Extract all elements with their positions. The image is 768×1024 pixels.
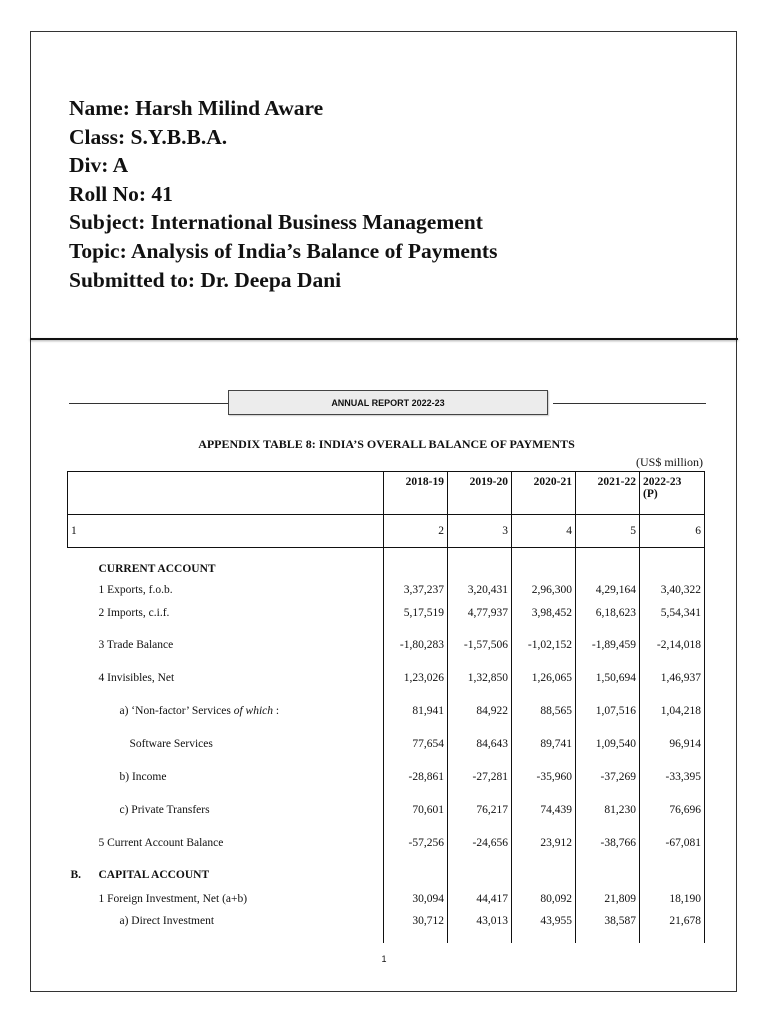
cell-value: 96,914 [640,732,705,756]
table-row [68,690,705,732]
row-label: 5 Current Account Balance [98,836,224,849]
cell-value: 44,417 [448,887,512,911]
cell-value: 89,741 [512,732,576,756]
row-label: Software Services [129,737,213,750]
cell-value: 6,18,623 [576,602,640,625]
banner-rule-right [553,403,706,404]
col-header-note: (P) [643,488,658,500]
cell-value: 1,26,065 [512,666,576,690]
cell-value: 1,23,026 [384,666,448,690]
table-header-row [68,472,705,515]
col-header: 2020-21 [512,472,576,515]
subject: Subject: International Business Management [69,210,483,235]
col-index: 3 [448,515,512,548]
column-index-row [68,515,705,548]
cell-value: 1,04,218 [640,690,705,732]
cell-value: -1,02,152 [512,625,576,666]
table-title: APPENDIX TABLE 8: INDIA’S OVERALL BALANCE OF PAYMENTS [198,437,575,451]
cell-value: 88,565 [512,690,576,732]
cell-value: 3,37,237 [384,579,448,602]
cell-value: 30,094 [384,887,448,911]
cell-value: 3,40,322 [640,579,705,602]
cell-value: 76,696 [640,798,705,822]
row-label: 3 Trade Balance [98,639,174,651]
cell-value: -1,57,506 [448,625,512,666]
student-class: Class: S.Y.B.B.A. [69,124,228,149]
cell-value: 4,77,937 [448,602,512,625]
section-marker: B. [70,869,82,881]
col-index: 5 [576,515,640,548]
row-label: 1 Foreign Investment, Net (a+b) [98,892,248,905]
table-row [68,756,705,798]
row-label: b) Income [119,770,167,783]
col-header: 2018-19 [384,472,448,515]
cell-value: 1,32,850 [448,666,512,690]
col-header [640,472,705,515]
col-header: 2021-22 [576,472,640,515]
col-index: 2 [384,515,448,548]
cell-value: 74,439 [512,798,576,822]
cell-value: 5,54,341 [640,602,705,625]
table-row [68,602,705,625]
student-name: Name: Harsh Milind Aware [69,96,324,120]
table-row [68,625,705,666]
col-index: 6 [640,515,705,548]
cell-value: 76,217 [448,798,512,822]
cell-value: 80,092 [512,887,576,911]
section-capital-account [68,864,384,887]
cell-value: -28,861 [384,756,448,798]
balance-of-payments-table [67,471,705,943]
roll-number: Roll No: 41 [69,181,173,206]
section-row [68,559,705,579]
cell-value: -57,256 [384,822,448,864]
cell-value: 30,712 [384,911,448,931]
section-row [68,864,705,887]
cell-value: 21,678 [640,911,705,931]
table-row [68,798,705,822]
cell-value: 81,230 [576,798,640,822]
table-row [68,732,705,756]
report-banner: ANNUAL REPORT 2022-23 [228,390,548,415]
table-row [68,887,705,911]
row-label [68,690,384,732]
cell-value: 1,09,540 [576,732,640,756]
cell-value: 3,98,452 [512,602,576,625]
cell-value: 1,50,694 [576,666,640,690]
cell-value: -67,081 [640,822,705,864]
section-current-account: CURRENT ACCOUNT [98,562,216,575]
row-label: a) Direct Investment [119,914,215,927]
row-label-text: a) ‘Non-factor’ Services [119,704,234,717]
col-index: 1 [68,515,384,548]
cell-value: -33,395 [640,756,705,798]
cell-value: -2,14,018 [640,625,705,666]
banner-rule-left [69,403,229,404]
page-number: 1 [381,954,387,964]
cell-value: -27,281 [448,756,512,798]
row-label-colon: : [273,704,280,717]
cell-value: 18,190 [640,887,705,911]
cell-value: 84,922 [448,690,512,732]
cell-value: 43,955 [512,911,576,931]
row-label: 2 Imports, c.i.f. [98,607,170,619]
cell-value: -38,766 [576,822,640,864]
cover-divider [30,338,738,340]
student-info [69,94,497,294]
cell-value: 1,07,516 [576,690,640,732]
cell-value: 38,587 [576,911,640,931]
row-label-emphasis: of which [233,704,273,717]
cell-value: -1,80,283 [384,625,448,666]
submitted-to: Submitted to: Dr. Deepa Dani [69,267,342,292]
table-row [68,666,705,690]
cell-value: 4,29,164 [576,579,640,602]
cell-value: 1,46,937 [640,666,705,690]
cell-value: 21,809 [576,887,640,911]
row-label: 1 Exports, f.o.b. [98,584,173,596]
table-row [68,911,705,931]
cell-value: 5,17,519 [384,602,448,625]
cell-value: -37,269 [576,756,640,798]
table-row [68,579,705,602]
cell-value: 77,654 [384,732,448,756]
col-header-year: 2022-23 [643,476,682,488]
cell-value: 43,013 [448,911,512,931]
cell-value: 70,601 [384,798,448,822]
header-blank [68,472,384,515]
row-label: c) Private Transfers [119,803,210,816]
cell-value: -1,89,459 [576,625,640,666]
section-capital-label: CAPITAL ACCOUNT [98,869,210,881]
cell-value: 2,96,300 [512,579,576,602]
col-index: 4 [512,515,576,548]
cell-value: -24,656 [448,822,512,864]
unit-label: (US$ million) [635,455,703,469]
cell-value: 3,20,431 [448,579,512,602]
table-row [68,822,705,864]
cell-value: -35,960 [512,756,576,798]
cell-value: 23,912 [512,822,576,864]
topic: Topic: Analysis of India’s Balance of Payments [69,238,498,263]
cell-value: 84,643 [448,732,512,756]
student-division: Div: A [69,153,129,178]
col-header: 2019-20 [448,472,512,515]
cell-value: 81,941 [384,690,448,732]
row-label: 4 Invisibles, Net [98,671,175,684]
